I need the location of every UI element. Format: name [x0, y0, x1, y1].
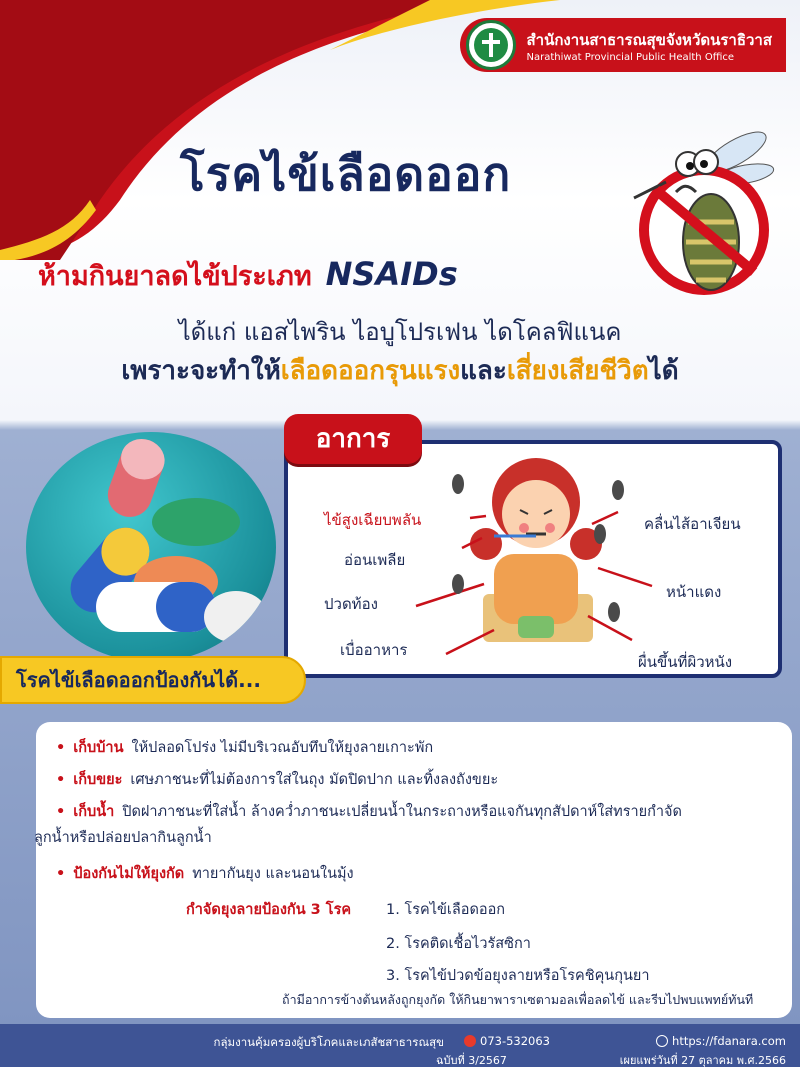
- office-name-en: Narathiwat Provincial Public Health Office: [526, 51, 735, 63]
- symptom-flushed-face: หน้าแดง: [666, 583, 722, 601]
- globe-icon: [656, 1035, 668, 1047]
- reason-start: เพราะจะทำให้: [121, 356, 281, 386]
- no-mosquito-icon: [626, 112, 776, 302]
- office-header: [460, 18, 786, 72]
- footer-issue: ฉบับที่ 3/2567: [436, 1054, 507, 1067]
- prevention-item-bite: • ป้องกันไม่ให้ยุงกัด ทายากันยุง และนอนในมุ้ง: [56, 866, 354, 882]
- prevention-key-trash: เก็บขยะ: [73, 772, 123, 788]
- symptom-nausea: คลื่นไส้อาเจียน: [644, 515, 741, 533]
- footer-phone: [464, 1034, 550, 1048]
- footer-phone-number: 073-532063: [480, 1034, 550, 1048]
- page-title: โรคไข้เลือดออก: [180, 147, 512, 201]
- prevention-text-water-cont: ลูกน้ำหรือปล่อยปลากินลูกน้ำ: [34, 830, 212, 846]
- prevention-item-trash: • เก็บขยะ เศษภาชนะที่ไม่ต้องการใส่ในถุง มัดปิดปาก และทิ้งลงถังขยะ: [56, 772, 499, 788]
- symptom-stomach-ache: ปวดท้อง: [324, 595, 378, 613]
- warning-reason: [0, 350, 800, 391]
- prevention-text-home: ให้ปลอดโปร่ง ไม่มีบริเวณอับทึบให้ยุงลายเกาะพัก: [131, 740, 434, 756]
- warning-line: [38, 254, 458, 297]
- warning-drug-class: NSAIDs: [325, 255, 458, 293]
- reason-highlight-bleeding: เลือดออกรุนแรง: [280, 356, 461, 386]
- drug-examples: ได้แก่ แอสไพริน ไอบูโปรเฟน ไดโคลฟิแนค: [178, 318, 622, 346]
- symptom-high-fever: ไข้สูงเฉียบพลัน: [324, 511, 422, 529]
- warning-lead: ห้ามกินยาลดไข้ประเภท: [38, 261, 312, 292]
- prevention-item-home: • เก็บบ้าน ให้ปลอดโปร่ง ไม่มีบริเวณอับทึบให้ยุงลายเกาะพัก: [56, 740, 434, 756]
- office-name-th: สำนักงานสาธารณสุขจังหวัดนราธิวาส: [526, 30, 772, 49]
- reason-highlight-death: เสี่ยงเสียชีวิต: [506, 356, 649, 386]
- ministry-seal-icon: [466, 20, 516, 70]
- disease-item: 2. โรคติดเชื้อไวรัสซิกา: [386, 936, 531, 952]
- prevention-text-water: ปิดฝาภาชนะที่ใส่น้ำ ล้างคว่ำภาชนะเปลี่ยนน้ำในกระถางหรือแจกันทุกสัปดาห์ใส่ทรายกำจัด: [122, 804, 682, 820]
- footer-published-date: เผยแพร่วันที่ 27 ตุลาคม พ.ศ.2566: [619, 1054, 786, 1067]
- symptoms-panel: [284, 440, 782, 678]
- prevention-heading: โรคไข้เลือดออกป้องกันได้...: [0, 656, 306, 704]
- medical-advice-note: ถ้ามีอาการข้างต้นหลังถูกยุงกัด ให้กินยาพาราเซตามอลเพื่อลดไข้ และรีบไปพบแพทย์ทันที: [282, 992, 754, 1007]
- prevention-item-water: • เก็บน้ำ ปิดฝาภาชนะที่ใส่น้ำ ล้างคว่ำภาชนะเปลี่ยนน้ำในกระถางหรือแจกันทุกสัปดาห์ใส่ทรายกำจัด: [56, 804, 682, 820]
- prevention-key-water: เก็บน้ำ: [73, 804, 115, 820]
- symptoms-heading: อาการ: [284, 414, 422, 464]
- disease-item: 3. โรคไข้ปวดข้อยุงลายหรือโรคชิคุนกุนยา: [386, 968, 650, 984]
- footer: [0, 1024, 800, 1067]
- prevention-text-bite: ทายากันยุง และนอนในมุ้ง: [192, 866, 354, 882]
- three-diseases-heading: กำจัดยุงลายป้องกัน 3 โรค: [186, 902, 352, 918]
- footer-website[interactable]: [656, 1034, 786, 1048]
- prevention-text-trash: เศษภาชนะที่ไม่ต้องการใส่ในถุง มัดปิดปาก และทิ้งลงถังขยะ: [130, 772, 499, 788]
- symptom-loss-of-appetite: เบื่ออาหาร: [340, 641, 408, 659]
- footer-department: กลุ่มงานคุ้มครองผู้บริโภคและเภสัชสาธารณสุข: [213, 1035, 444, 1049]
- pills-illustration: [26, 432, 276, 662]
- reason-end: ได้: [648, 356, 679, 386]
- footer-website-url[interactable]: https://fdanara.com: [672, 1034, 786, 1048]
- prevention-key-home: เก็บบ้าน: [73, 740, 124, 756]
- reason-mid: และ: [460, 356, 507, 386]
- prevention-panel: [36, 722, 792, 1018]
- symptom-fatigue: อ่อนเพลีย: [344, 551, 406, 569]
- prevention-key-bite: ป้องกันไม่ให้ยุงกัด: [73, 866, 185, 882]
- phone-icon: [464, 1035, 476, 1047]
- disease-item: 1. โรคไข้เลือดออก: [386, 902, 506, 918]
- symptom-skin-rash: ผื่นขึ้นที่ผิวหนัง: [638, 653, 733, 671]
